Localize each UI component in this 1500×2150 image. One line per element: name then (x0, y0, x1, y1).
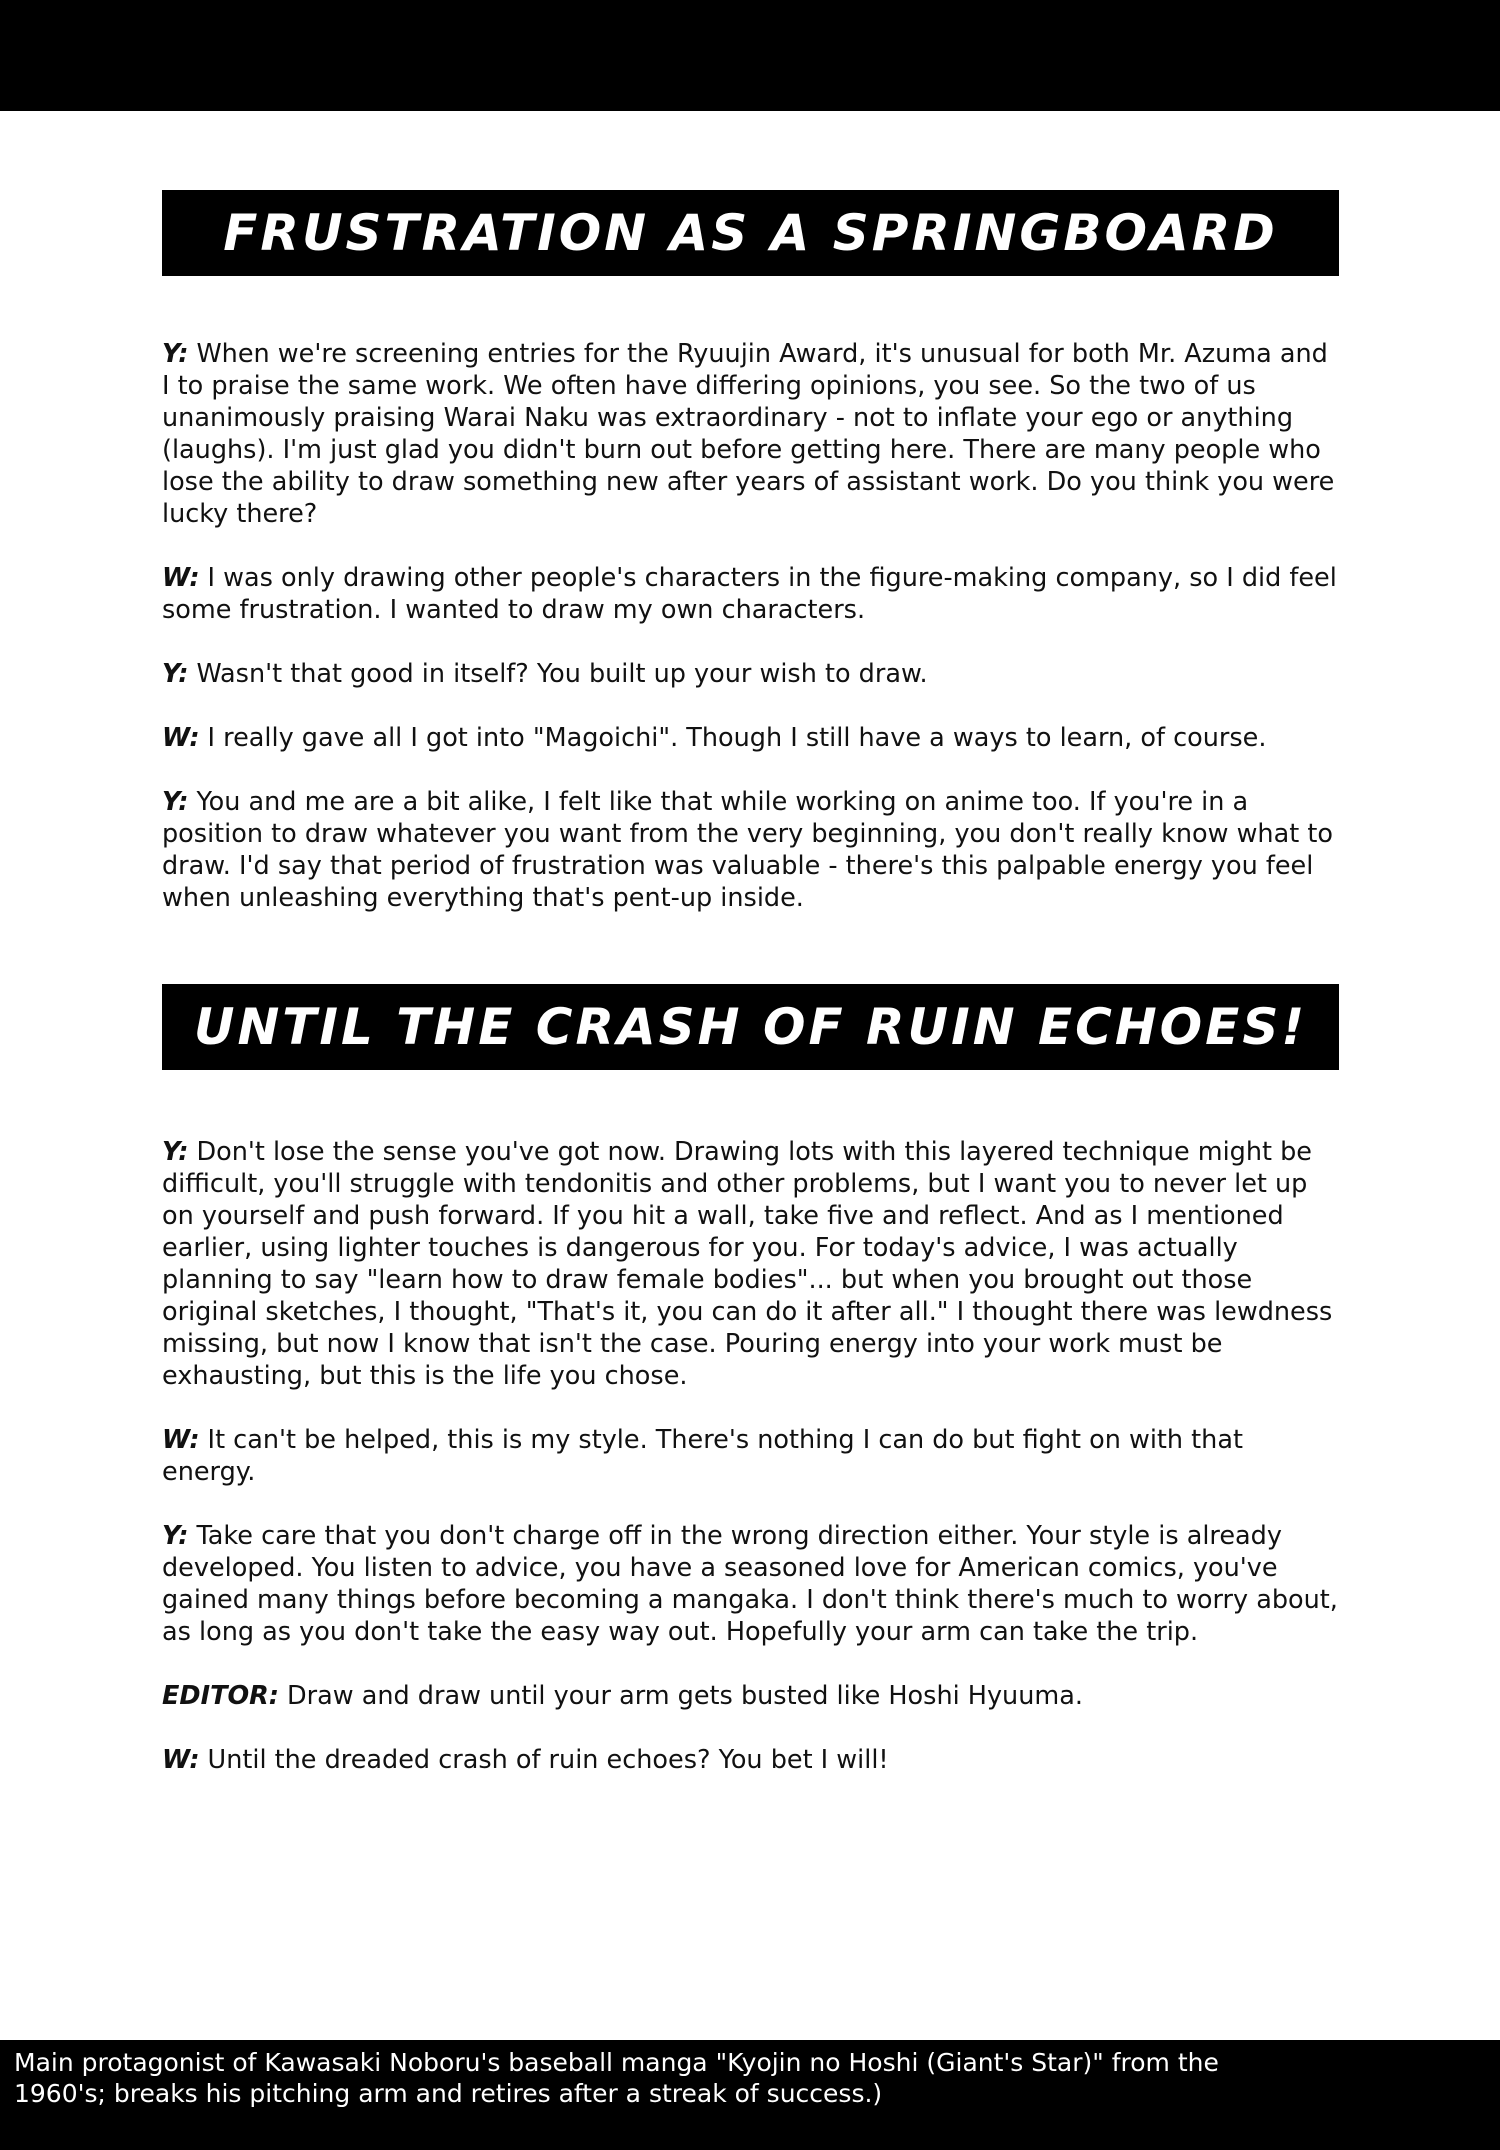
speaker-label: W: (162, 1745, 200, 1775)
dialogue-line (162, 1744, 1342, 1776)
footnote: Main protagonist of Kawasaki Noboru's baseball manga "Kyojin no Hoshi (Giant's Star)" from the 1960's; breaks his pitching arm and retires after a streak of success.) (14, 2048, 1219, 2108)
speaker-label: W: (162, 723, 200, 753)
dialogue-text: Until the dreaded crash of ruin echoes? You bet I will! (207, 1745, 889, 1775)
dialogue-line (162, 1520, 1342, 1648)
speaker-label: EDITOR: (162, 1681, 279, 1711)
speaker-label: Y: (162, 1137, 189, 1167)
dialogue-line (162, 1424, 1342, 1488)
dialogue-line (162, 1680, 1342, 1712)
speaker-label: Y: (162, 339, 189, 369)
dialogue-text: Wasn't that good in itself? You built up your wish to draw. (196, 659, 928, 689)
speaker-label: Y: (162, 1521, 189, 1551)
dialogue-text: It can't be helped, this is my style. There's nothing I can do but fight on with that energy. (162, 1425, 1243, 1487)
top-black-bar (0, 0, 1500, 111)
dialogue-text: I was only drawing other people's characters in the figure-making company, so I did feel some frustration. I wanted to draw my own characters. (162, 563, 1337, 625)
dialogue-block (162, 1136, 1342, 1808)
speaker-label: W: (162, 1425, 200, 1455)
dialogue-text: Don't lose the sense you've got now. Drawing lots with this layered technique might be difficult, you'll struggle with tendonitis and other problems, but I want you to never let up on yourself and push forward. If you hit a wall, take five and reflect. And as I mentioned earlier, using lighter touches is dangerous for you. For today's advice, I was actually planning to say "learn how to draw female bodies"... but when you brought out those original sketches, I thought, "That's it, you can do it after all." I thought there was lewdness missing, but now I know that isn't the case. Pouring energy into your work must be exhausting, but this is the life you chose. (162, 1137, 1333, 1391)
dialogue-line (162, 338, 1342, 530)
speaker-label: Y: (162, 787, 189, 817)
speaker-label: W: (162, 563, 200, 593)
dialogue-line (162, 658, 1342, 690)
dialogue-text: You and me are a bit alike, I felt like that while working on anime too. If you're in a position to draw whatever you want from the very beginning, you don't really know what to draw. I'd say that period of frustration was valuable - there's this palpable energy you feel when unleashing everything that's pent-up inside. (162, 787, 1333, 913)
dialogue-block (162, 338, 1342, 946)
dialogue-text: When we're screening entries for the Ryuujin Award, it's unusual for both Mr. Azuma and I to praise the same work. We often have differing opinions, you see. So the two of us unanimously praising Warai Naku was extraordinary - not to inflate your ego or anything (laughs). I'm just glad you didn't burn out before getting here. There are many people who lose the ability to draw something new after years of assistant work. Do you think you were lucky there? (162, 339, 1335, 529)
dialogue-line (162, 1136, 1342, 1392)
dialogue-text: I really gave all I got into "Magoichi". Though I still have a ways to learn, of course. (207, 723, 1267, 753)
section-heading: FRUSTRATION AS A SPRINGBOARD (162, 190, 1339, 276)
dialogue-text: Draw and draw until your arm gets busted like Hoshi Hyuuma. (286, 1681, 1083, 1711)
dialogue-line (162, 786, 1342, 914)
section-heading: UNTIL THE CRASH OF RUIN ECHOES! (162, 984, 1339, 1070)
dialogue-line (162, 562, 1342, 626)
dialogue-text: Take care that you don't charge off in the wrong direction either. Your style is already developed. You listen to advice, you have a seasoned love for American comics, you've gained many things before becoming a mangaka. I don't think there's much to worry about, as long as you don't take the easy way out. Hopefully your arm can take the trip. (162, 1521, 1338, 1647)
dialogue-line (162, 722, 1342, 754)
speaker-label: Y: (162, 659, 189, 689)
